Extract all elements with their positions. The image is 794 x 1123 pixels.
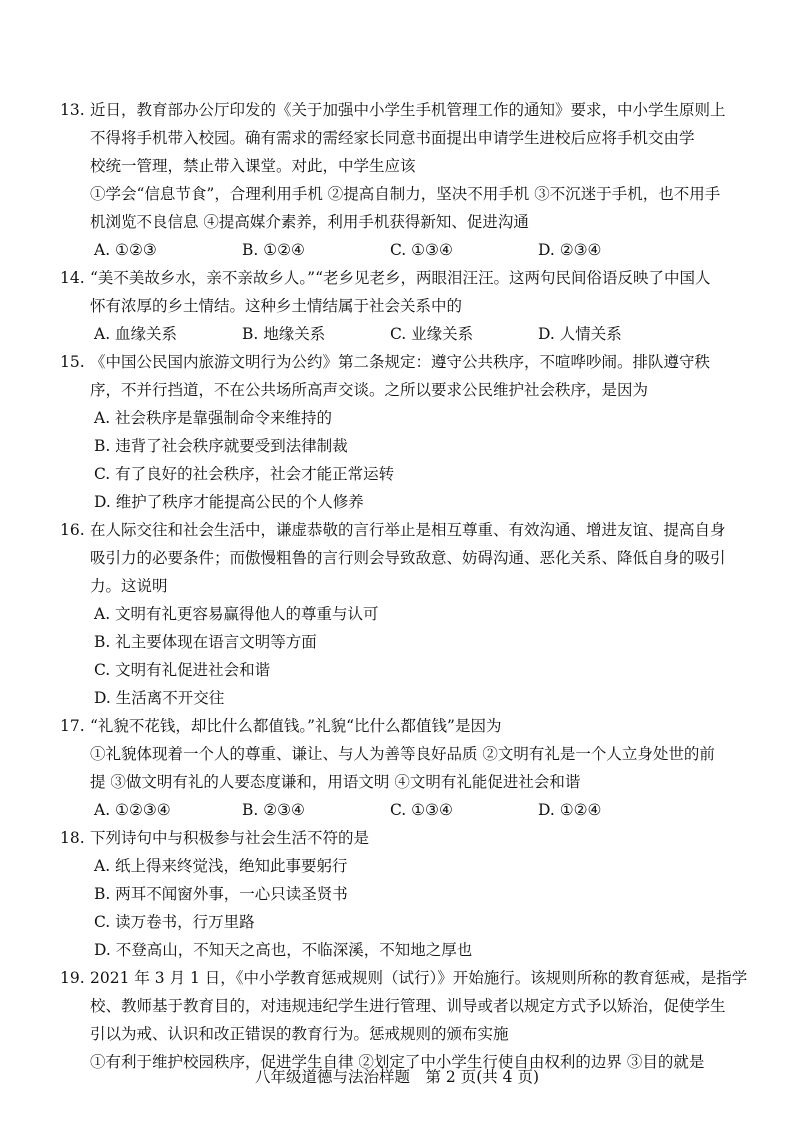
question-13-stem-line-3: 校统一管理，禁止带入课堂。对此，中学生应该 <box>90 157 416 175</box>
question-14 <box>60 264 734 348</box>
question-19-stem-line-1: 19. 2021 年 3 月 1 日，《中小学教育惩戒规则（试行）》开始施行。该规则所称的教育惩戒，是指学 <box>90 964 734 992</box>
question-17-stem-line-2: ①礼貌体现着一个人的尊重、谦让、与人为善等良好品质 ②文明有礼是一个人立身处世的前 <box>90 745 715 763</box>
question-13-option-d[interactable]: D. ②③④ <box>538 241 602 259</box>
page-footer: 八年级道德与法治样题 第 2 页(共 4 页) <box>254 1068 540 1086</box>
question-16-stem-line-1: 16. 在人际交往和社会生活中，谦虚恭敬的言行举止是相互尊重、有效沟通、增进友谊、提高自身 <box>90 516 734 544</box>
question-15-option-b[interactable]: B. 违背了社会秩序就要受到法律制裁 <box>94 437 348 455</box>
question-14-number: 14. <box>60 269 85 287</box>
question-15-options <box>90 404 734 516</box>
question-19-stem-line-2: 校、教师基于教育目的，对违规违纪学生进行管理、训导或者以规定方式予以矫治，促使学生 <box>90 997 726 1015</box>
question-17-option-d[interactable]: D. ①②④ <box>538 801 602 819</box>
question-14-options <box>90 320 734 348</box>
question-17-option-b[interactable]: B. ②③④ <box>242 801 305 819</box>
question-16-option-d[interactable]: D. 生活离不开交往 <box>94 689 225 707</box>
question-14-option-d[interactable]: D. 人情关系 <box>538 325 622 343</box>
question-17-number: 17. <box>60 717 85 735</box>
question-16-option-a[interactable]: A. 文明有礼更容易赢得他人的尊重与认可 <box>94 605 379 623</box>
question-16-option-c[interactable]: C. 文明有礼促进社会和谐 <box>94 661 271 679</box>
question-16-option-b[interactable]: B. 礼主要体现在语言文明等方面 <box>94 633 317 651</box>
question-13-stem-line-1: 13. 近日，教育部办公厅印发的《关于加强中小学生手机管理工作的通知》要求，中小学生原则上 <box>90 96 734 124</box>
question-18-option-b[interactable]: B. 两耳不闻窗外事，一心只读圣贤书 <box>94 885 348 903</box>
question-18 <box>60 824 734 964</box>
question-17-option-a[interactable]: A. ①②③④ <box>94 801 171 819</box>
question-18-option-a[interactable]: A. 纸上得来终觉浅，绝知此事要躬行 <box>94 857 348 875</box>
question-18-stem-line-1: 18. 下列诗句中与积极参与社会生活不符的是 <box>90 824 734 852</box>
question-14-option-a[interactable]: A. 血缘关系 <box>94 325 178 343</box>
question-19-stem-line-4: ①有利于维护校园秩序，促进学生自律 ②划定了中小学生行使自由权利的边界 ③目的就是 <box>90 1053 705 1071</box>
question-13-stem-line-4: ①学会“信息节食”，合理利用手机 ②提高自制力，坚决不用手机 ③不沉迷于手机，也不用手 <box>90 185 721 203</box>
question-15-stem-line-2: 序，不并行挡道，不在公共场所高声交谈。之所以要求公民维护社会秩序，是因为 <box>90 381 649 399</box>
question-13-option-b[interactable]: B. ①②④ <box>242 241 305 259</box>
question-16 <box>60 516 734 712</box>
question-19-number: 19. <box>60 969 85 987</box>
question-17-stem-line-3: 提 ③做文明有礼的人要态度谦和，用语文明 ④文明有礼能促进社会和谐 <box>90 773 581 791</box>
question-18-number: 18. <box>60 829 85 847</box>
question-15-option-a[interactable]: A. 社会秩序是靠强制命令来维持的 <box>94 409 333 427</box>
question-13-option-a[interactable]: A. ①②③ <box>94 241 157 259</box>
question-17-option-c[interactable]: C. ①③④ <box>390 801 453 819</box>
question-15-stem-line-1: 15. 《中国公民国内旅游文明行为公约》第二条规定：遵守公共秩序，不喧哗吵闹。排队遵守秩 <box>90 348 734 376</box>
question-17 <box>60 712 734 824</box>
question-15-option-d[interactable]: D. 维护了秩序才能提高公民的个人修养 <box>94 493 364 511</box>
question-15-number: 15. <box>60 353 85 371</box>
question-17-stem-line-1: 17. “礼貌不花钱，却比什么都值钱。”礼貌“比什么都值钱”是因为 <box>90 712 734 740</box>
question-13-stem-line-2: 不得将手机带入校园。确有需求的需经家长同意书面提出申请学生进校后应将手机交由学 <box>90 129 695 147</box>
question-16-stem-line-2: 吸引力的必要条件；而傲慢粗鲁的言行则会导致敌意、妨碍沟通、恶化关系、降低自身的吸引 <box>90 549 726 567</box>
question-14-option-b[interactable]: B. 地缘关系 <box>242 325 326 343</box>
question-18-options <box>90 852 734 964</box>
question-15-option-c[interactable]: C. 有了良好的社会秩序，社会才能正常运转 <box>94 465 395 483</box>
question-13-option-c[interactable]: C. ①③④ <box>390 241 453 259</box>
question-18-option-c[interactable]: C. 读万卷书，行万里路 <box>94 913 255 931</box>
question-15 <box>60 348 734 516</box>
question-16-stem-line-3: 力。这说明 <box>90 577 168 595</box>
question-13-stem-line-5: 机浏览不良信息 ④提高媒介素养，利用手机获得新知、促进沟通 <box>90 213 529 231</box>
question-13-number: 13. <box>60 101 85 119</box>
question-16-number: 16. <box>60 521 85 539</box>
question-19-stem-line-3: 引以为戒、认识和改正错误的教育行为。惩戒规则的颁布实施 <box>90 1025 509 1043</box>
question-14-stem-line-2: 怀有浓厚的乡土情结。这种乡土情结属于社会关系中的 <box>90 297 463 315</box>
question-16-options <box>90 600 734 712</box>
question-18-option-d[interactable]: D. 不登高山，不知天之高也，不临深溪，不知地之厚也 <box>94 941 473 959</box>
question-14-option-c[interactable]: C. 业缘关系 <box>390 325 474 343</box>
question-14-stem-line-1: 14. “美不美故乡水，亲不亲故乡人。”“老乡见老乡，两眼泪汪汪。这两句民间俗语反映了中国人 <box>90 264 734 292</box>
question-13 <box>60 96 734 264</box>
question-19 <box>60 964 748 1076</box>
question-13-options <box>90 236 734 264</box>
question-17-options <box>90 796 734 824</box>
